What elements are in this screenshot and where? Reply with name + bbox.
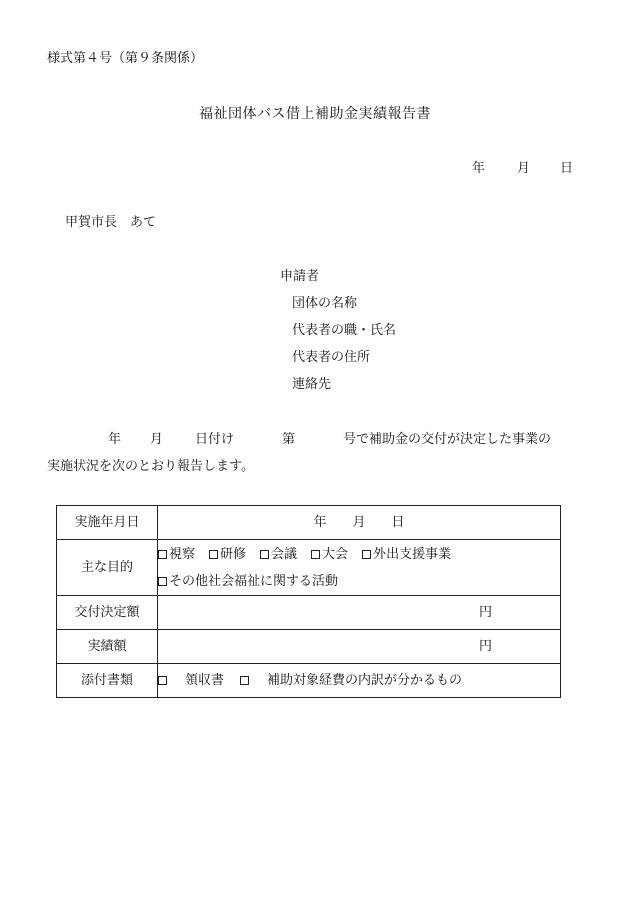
actual-amount-unit: 円	[478, 639, 492, 654]
checkbox-gaishutsu[interactable]	[362, 550, 371, 559]
body-text-line2: 実施状況を次のとおり報告します。	[47, 459, 254, 474]
impl-date-field[interactable]	[158, 506, 561, 540]
table-row-decided-amount	[57, 596, 561, 630]
recipient: 甲賀市長 あて	[65, 215, 157, 230]
date-month-label: 月	[517, 161, 531, 176]
table-row-actual-amount	[57, 630, 561, 664]
option-gaishutsu: 外出支援事業	[373, 546, 452, 562]
decided-amount-unit: 円	[478, 605, 492, 620]
body-day-label: 日付け	[195, 432, 235, 447]
attachments-label: 添付書類	[57, 664, 158, 698]
table-row-purpose	[57, 540, 561, 596]
checkbox-kenshu[interactable]	[209, 550, 218, 559]
checkbox-shisatsu[interactable]	[158, 550, 167, 559]
representative-label: 代表者の職・氏名	[292, 323, 397, 338]
body-number-prefix: 第	[282, 432, 296, 447]
attachment-expense-breakdown: 補助対象経費の内訳が分かるもの	[267, 673, 463, 688]
form-number: 様式第４号（第９条関係）	[47, 51, 204, 66]
report-table	[56, 505, 561, 698]
checkbox-kaigi[interactable]	[260, 550, 269, 559]
representative-address-label: 代表者の住所	[292, 350, 371, 365]
document-title: 福祉団体バス借上補助金実績報告書	[199, 106, 431, 122]
checkbox-receipt[interactable]	[158, 676, 167, 685]
impl-date-month: 月	[352, 515, 366, 530]
purpose-label: 主な目的	[57, 540, 158, 596]
attachment-receipt: 領収書	[185, 673, 225, 688]
option-shisatsu: 視察	[169, 546, 196, 562]
option-kaigi: 会議	[271, 546, 298, 562]
impl-date-label: 実施年月日	[57, 506, 158, 540]
body-text-line1: 号で補助金の交付が決定した事業の	[343, 432, 552, 447]
impl-date-day: 日	[391, 515, 405, 530]
option-kenshu: 研修	[220, 546, 247, 562]
date-day-label: 日	[560, 161, 574, 176]
checkbox-expense-breakdown[interactable]	[240, 676, 249, 685]
actual-amount-field[interactable]	[158, 630, 561, 664]
checkbox-other[interactable]	[158, 577, 167, 586]
impl-date-year: 年	[313, 515, 327, 530]
checkbox-taikai[interactable]	[311, 550, 320, 559]
decided-amount-label: 交付決定額	[57, 596, 158, 630]
decided-amount-field[interactable]	[158, 596, 561, 630]
attachments-field	[158, 664, 561, 698]
option-other: その他社会福祉に関する活動	[169, 573, 339, 589]
actual-amount-label: 実績額	[57, 630, 158, 664]
table-row-attachments	[57, 664, 561, 698]
body-year-label: 年	[108, 432, 122, 447]
contact-label: 連絡先	[292, 377, 332, 392]
applicant-heading: 申請者	[280, 269, 320, 284]
body-month-label: 月	[150, 432, 164, 447]
date-year-label: 年	[472, 161, 486, 176]
org-name-label: 団体の名称	[292, 296, 358, 311]
purpose-field	[158, 540, 561, 596]
option-taikai: 大会	[322, 546, 349, 562]
table-row-impl-date	[57, 506, 561, 540]
